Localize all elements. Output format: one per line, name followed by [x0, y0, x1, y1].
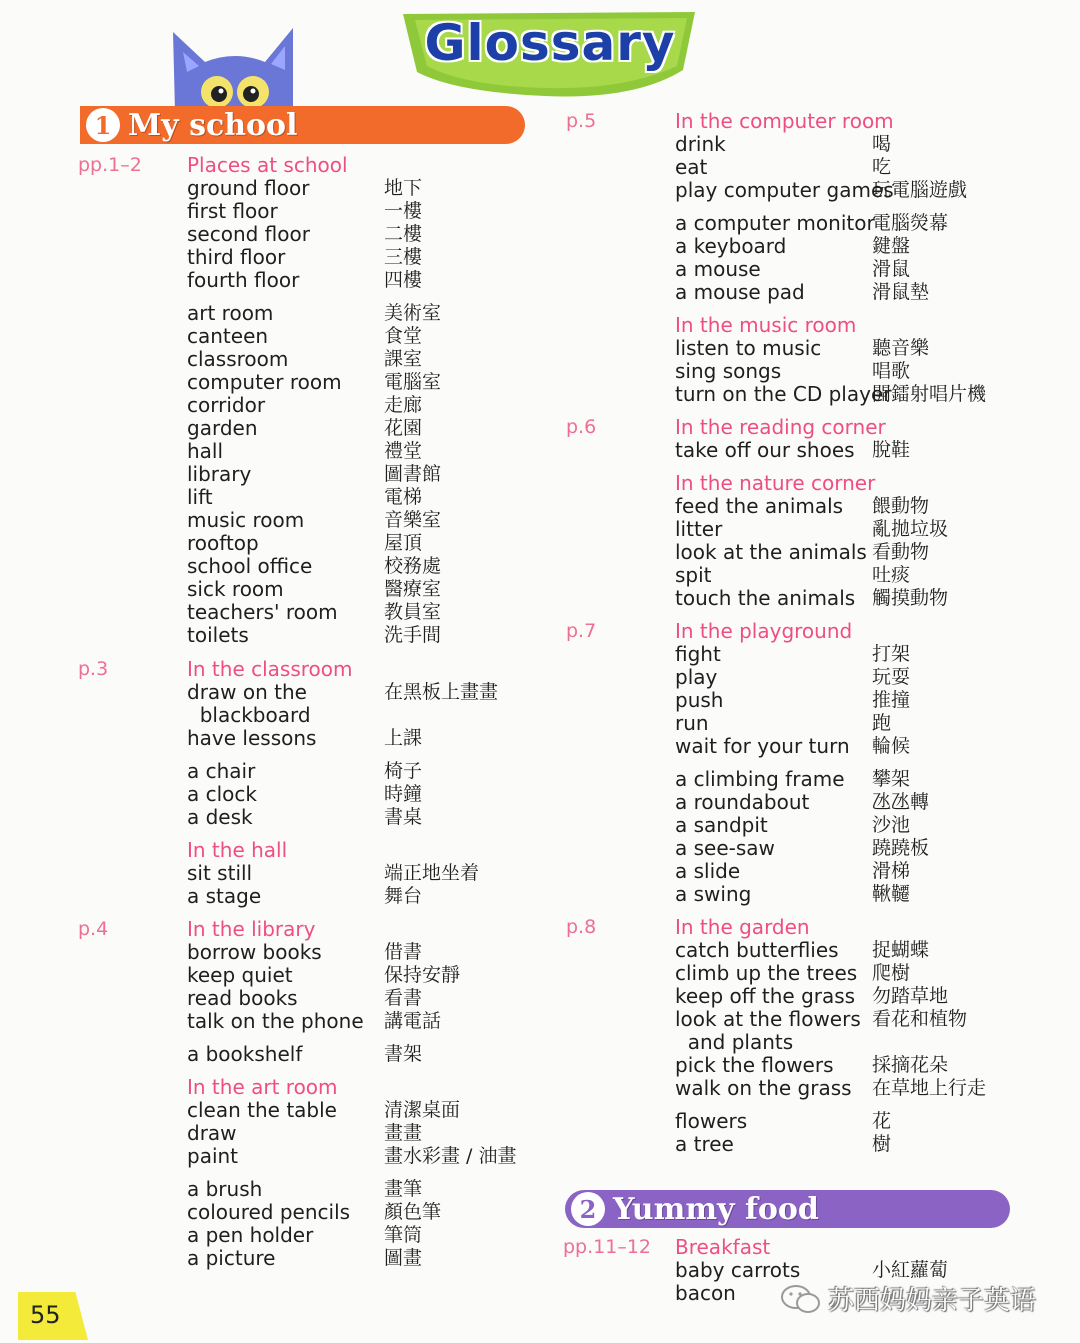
chinese-translation: 小紅蘿蔔 — [872, 1259, 949, 1281]
glossary-term: a mouse pad — [675, 280, 805, 304]
section-heading: Places at school — [187, 153, 348, 177]
glossary-term: have lessons — [187, 726, 317, 750]
glossary-term: keep off the grass — [675, 984, 856, 1008]
chinese-translation: 吐痰 — [872, 564, 911, 586]
page-number: 55 — [30, 1301, 61, 1329]
chinese-translation: 唱歌 — [872, 360, 911, 382]
chinese-translation: 借書 — [384, 941, 423, 963]
chinese-translation: 看動物 — [872, 541, 930, 563]
glossary-term: bacon — [675, 1281, 736, 1305]
chinese-translation: 沙池 — [872, 814, 911, 836]
glossary-term: blackboard — [187, 703, 311, 727]
glossary-term: third floor — [187, 245, 286, 269]
glossary-term: keep quiet — [187, 963, 293, 987]
glossary-term: a slide — [675, 859, 741, 883]
page-ref: p.8 — [566, 916, 597, 938]
glossary-term: a see-saw — [675, 836, 775, 860]
unit-2-number: 2 — [571, 1192, 605, 1226]
chinese-translation: 滑鼠墊 — [872, 281, 930, 303]
glossary-term: eat — [675, 155, 708, 179]
glossary-term: a computer monitor — [675, 211, 875, 235]
glossary-term: a clock — [187, 782, 257, 806]
chinese-translation: 滑梯 — [872, 860, 911, 882]
page-ref: pp.11–12 — [563, 1236, 652, 1258]
glossary-term: pick the flowers — [675, 1053, 834, 1077]
chinese-translation: 地下 — [384, 177, 423, 199]
chinese-translation: 電梯 — [384, 486, 423, 508]
section-heading: In the garden — [675, 915, 810, 939]
glossary-term: canteen — [187, 324, 269, 348]
chinese-translation: 推撞 — [872, 689, 911, 711]
section-heading: In the library — [187, 917, 316, 941]
section-heading: Breakfast — [675, 1235, 771, 1259]
section-heading: In the reading corner — [675, 415, 886, 439]
page-ref: p.6 — [566, 416, 597, 438]
glossary-term: school office — [187, 554, 313, 578]
chinese-translation: 喝 — [872, 133, 892, 155]
glossary-term: a swing — [675, 882, 752, 906]
chinese-translation: 課室 — [384, 348, 423, 370]
section-heading: In the playground — [675, 619, 853, 643]
glossary-term: wait for your turn — [675, 734, 850, 758]
glossary-term: toilets — [187, 623, 249, 647]
glossary-term: a climbing frame — [675, 767, 845, 791]
unit-1-title: My school — [128, 107, 298, 143]
chinese-translation: 音樂室 — [384, 509, 442, 531]
chinese-translation: 跑 — [872, 712, 892, 734]
glossary-term: clean the table — [187, 1098, 337, 1122]
chinese-translation: 玩電腦遊戲 — [872, 179, 968, 201]
glossary-term: flowers — [675, 1109, 748, 1133]
chinese-translation: 椅子 — [384, 760, 423, 782]
glossary-term: rooftop — [187, 531, 259, 555]
chinese-translation: 吃 — [872, 156, 892, 178]
chinese-translation: 在草地上行走 — [872, 1077, 987, 1099]
chinese-translation: 聽音樂 — [872, 337, 930, 359]
chinese-translation: 美術室 — [384, 302, 442, 324]
section-heading: In the nature corner — [675, 471, 876, 495]
glossary-term: coloured pencils — [187, 1200, 351, 1224]
glossary-term: walk on the grass — [675, 1076, 852, 1100]
chinese-translation: 圖畫 — [384, 1247, 423, 1269]
glossary-term: spit — [675, 563, 712, 587]
chinese-translation: 電腦熒幕 — [872, 212, 949, 234]
chinese-translation: 畫水彩畫 / 油畫 — [384, 1145, 517, 1167]
section-heading: In the computer room — [675, 109, 894, 133]
chinese-translation: 畫畫 — [384, 1122, 423, 1144]
chinese-translation: 亂拋垃圾 — [872, 518, 949, 540]
chinese-translation: 看書 — [384, 987, 423, 1009]
glossary-term: look at the flowers — [675, 1007, 861, 1031]
glossary-term: garden — [187, 416, 258, 440]
glossary-term: take off our shoes — [675, 438, 855, 462]
glossary-term: corridor — [187, 393, 266, 417]
glossary-term: read books — [187, 986, 298, 1010]
chinese-translation: 講電話 — [384, 1010, 442, 1032]
mascot-illustration — [165, 22, 305, 112]
glossary-term: lift — [187, 485, 213, 509]
glossary-term: a bookshelf — [187, 1042, 303, 1066]
chinese-translation: 食堂 — [384, 325, 423, 347]
glossary-term: draw — [187, 1121, 237, 1145]
chinese-translation: 脫鞋 — [872, 439, 911, 461]
glossary-term: paint — [187, 1144, 239, 1168]
chinese-translation: 鞦韆 — [872, 883, 911, 905]
chinese-translation: 爬樹 — [872, 962, 911, 984]
glossary-term: computer room — [187, 370, 342, 394]
glossary-term: climb up the trees — [675, 961, 858, 985]
unit-2-banner — [565, 1190, 1010, 1228]
chinese-translation: 三樓 — [384, 246, 423, 268]
watermark — [780, 1280, 1036, 1317]
chinese-translation: 樹 — [872, 1133, 892, 1155]
chinese-translation: 攀架 — [872, 768, 911, 790]
glossary-term: litter — [675, 517, 723, 541]
chinese-translation: 保持安靜 — [384, 964, 461, 986]
glossary-term: talk on the phone — [187, 1009, 364, 1033]
chinese-translation: 禮堂 — [384, 440, 423, 462]
chinese-translation: 電腦室 — [384, 371, 442, 393]
chinese-translation: 屋頂 — [384, 532, 423, 554]
glossary-term: a roundabout — [675, 790, 810, 814]
glossary-term: library — [187, 462, 252, 486]
chinese-translation: 清潔桌面 — [384, 1099, 461, 1121]
glossary-term: sick room — [187, 577, 284, 601]
chinese-translation: 端正地坐着 — [384, 862, 480, 884]
chinese-translation: 花 — [872, 1110, 892, 1132]
chinese-translation: 書架 — [384, 1043, 423, 1065]
page-ref: pp.1–2 — [78, 154, 142, 176]
glossary-term: a brush — [187, 1177, 263, 1201]
glossary-term: fight — [675, 642, 721, 666]
chinese-translation: 書桌 — [384, 806, 423, 828]
chinese-translation: 蹺蹺板 — [872, 837, 930, 859]
chinese-translation: 畫筆 — [384, 1178, 423, 1200]
glossary-term: ground floor — [187, 176, 310, 200]
unit-1-banner — [80, 106, 525, 144]
chinese-translation: 輪候 — [872, 735, 911, 757]
page-ref: p.5 — [566, 110, 597, 132]
chinese-translation: 鍵盤 — [872, 235, 911, 257]
glossary-term: second floor — [187, 222, 310, 246]
glossary-term: classroom — [187, 347, 289, 371]
glossary-term: borrow books — [187, 940, 322, 964]
chinese-translation: 舞台 — [384, 885, 423, 907]
glossary-term: feed the animals — [675, 494, 844, 518]
glossary-term: first floor — [187, 199, 278, 223]
glossary-term: music room — [187, 508, 305, 532]
chinese-translation: 開鐳射唱片機 — [872, 383, 987, 405]
glossary-term: a mouse — [675, 257, 761, 281]
watermark-text: 苏西妈妈亲子英语 — [828, 1286, 1037, 1316]
glossary-term: sing songs — [675, 359, 782, 383]
chinese-translation: 觸摸動物 — [872, 587, 949, 609]
glossary-term: drink — [675, 132, 726, 156]
glossary-term: a chair — [187, 759, 256, 783]
chinese-translation: 在黑板上畫畫 — [384, 681, 499, 703]
chinese-translation: 花園 — [384, 417, 423, 439]
chinese-translation: 顏色筆 — [384, 1201, 442, 1223]
glossary-term: a stage — [187, 884, 262, 908]
chinese-translation: 看花和植物 — [872, 1008, 968, 1030]
glossary-term: art room — [187, 301, 274, 325]
chinese-translation: 醫療室 — [384, 578, 442, 600]
glossary-term: play computer games — [675, 178, 894, 202]
glossary-term: draw on the — [187, 680, 307, 704]
chinese-translation: 校務處 — [384, 555, 442, 577]
chinese-translation: 筆筒 — [384, 1224, 423, 1246]
glossary-term: baby carrots — [675, 1258, 801, 1282]
chinese-translation: 時鐘 — [384, 783, 423, 805]
glossary-term: run — [675, 711, 709, 735]
chinese-translation: 走廊 — [384, 394, 423, 416]
chinese-translation: 打架 — [872, 643, 911, 665]
chinese-translation: 一樓 — [384, 200, 423, 222]
chinese-translation: 採摘花朵 — [872, 1054, 949, 1076]
glossary-term: fourth floor — [187, 268, 300, 292]
chinese-translation: 勿踏草地 — [872, 985, 949, 1007]
chinese-translation: 上課 — [384, 727, 423, 749]
unit-2-title: Yummy food — [613, 1191, 819, 1227]
glossary-term: listen to music — [675, 336, 822, 360]
glossary-term: a pen holder — [187, 1223, 314, 1247]
chinese-translation: 捉蝴蝶 — [872, 939, 930, 961]
section-heading: In the music room — [675, 313, 857, 337]
glossary-term: a picture — [187, 1246, 276, 1270]
chinese-translation: 玩耍 — [872, 666, 911, 688]
section-heading: In the hall — [187, 838, 288, 862]
chinese-translation: 圖書館 — [384, 463, 442, 485]
glossary-term: catch butterflies — [675, 938, 839, 962]
page-ref: p.3 — [78, 658, 109, 680]
glossary-term: a keyboard — [675, 234, 787, 258]
glossary-term: a tree — [675, 1132, 734, 1156]
glossary-title: Glossary — [424, 14, 676, 72]
chinese-translation: 四樓 — [384, 269, 423, 291]
glossary-term: touch the animals — [675, 586, 856, 610]
glossary-term: turn on the CD player — [675, 382, 892, 406]
page-ref: p.4 — [78, 918, 109, 940]
chinese-translation: 滑鼠 — [872, 258, 911, 280]
section-heading: In the classroom — [187, 657, 353, 681]
glossary-term: hall — [187, 439, 224, 463]
page-ref: p.7 — [566, 620, 597, 642]
glossary-term: look at the animals — [675, 540, 867, 564]
glossary-term: play — [675, 665, 718, 689]
wechat-icon — [780, 1283, 822, 1315]
glossary-term: a sandpit — [675, 813, 768, 837]
chinese-translation: 二樓 — [384, 223, 423, 245]
glossary-term: teachers' room — [187, 600, 338, 624]
chinese-translation: 教員室 — [384, 601, 442, 623]
glossary-term: and plants — [675, 1030, 794, 1054]
unit-1-number: 1 — [86, 108, 120, 142]
chinese-translation: 餵動物 — [872, 495, 930, 517]
chinese-translation: 氹氹轉 — [872, 791, 930, 813]
chinese-translation: 洗手間 — [384, 624, 442, 646]
glossary-term: a desk — [187, 805, 253, 829]
glossary-term: push — [675, 688, 724, 712]
glossary-term: sit still — [187, 861, 253, 885]
section-heading: In the art room — [187, 1075, 338, 1099]
